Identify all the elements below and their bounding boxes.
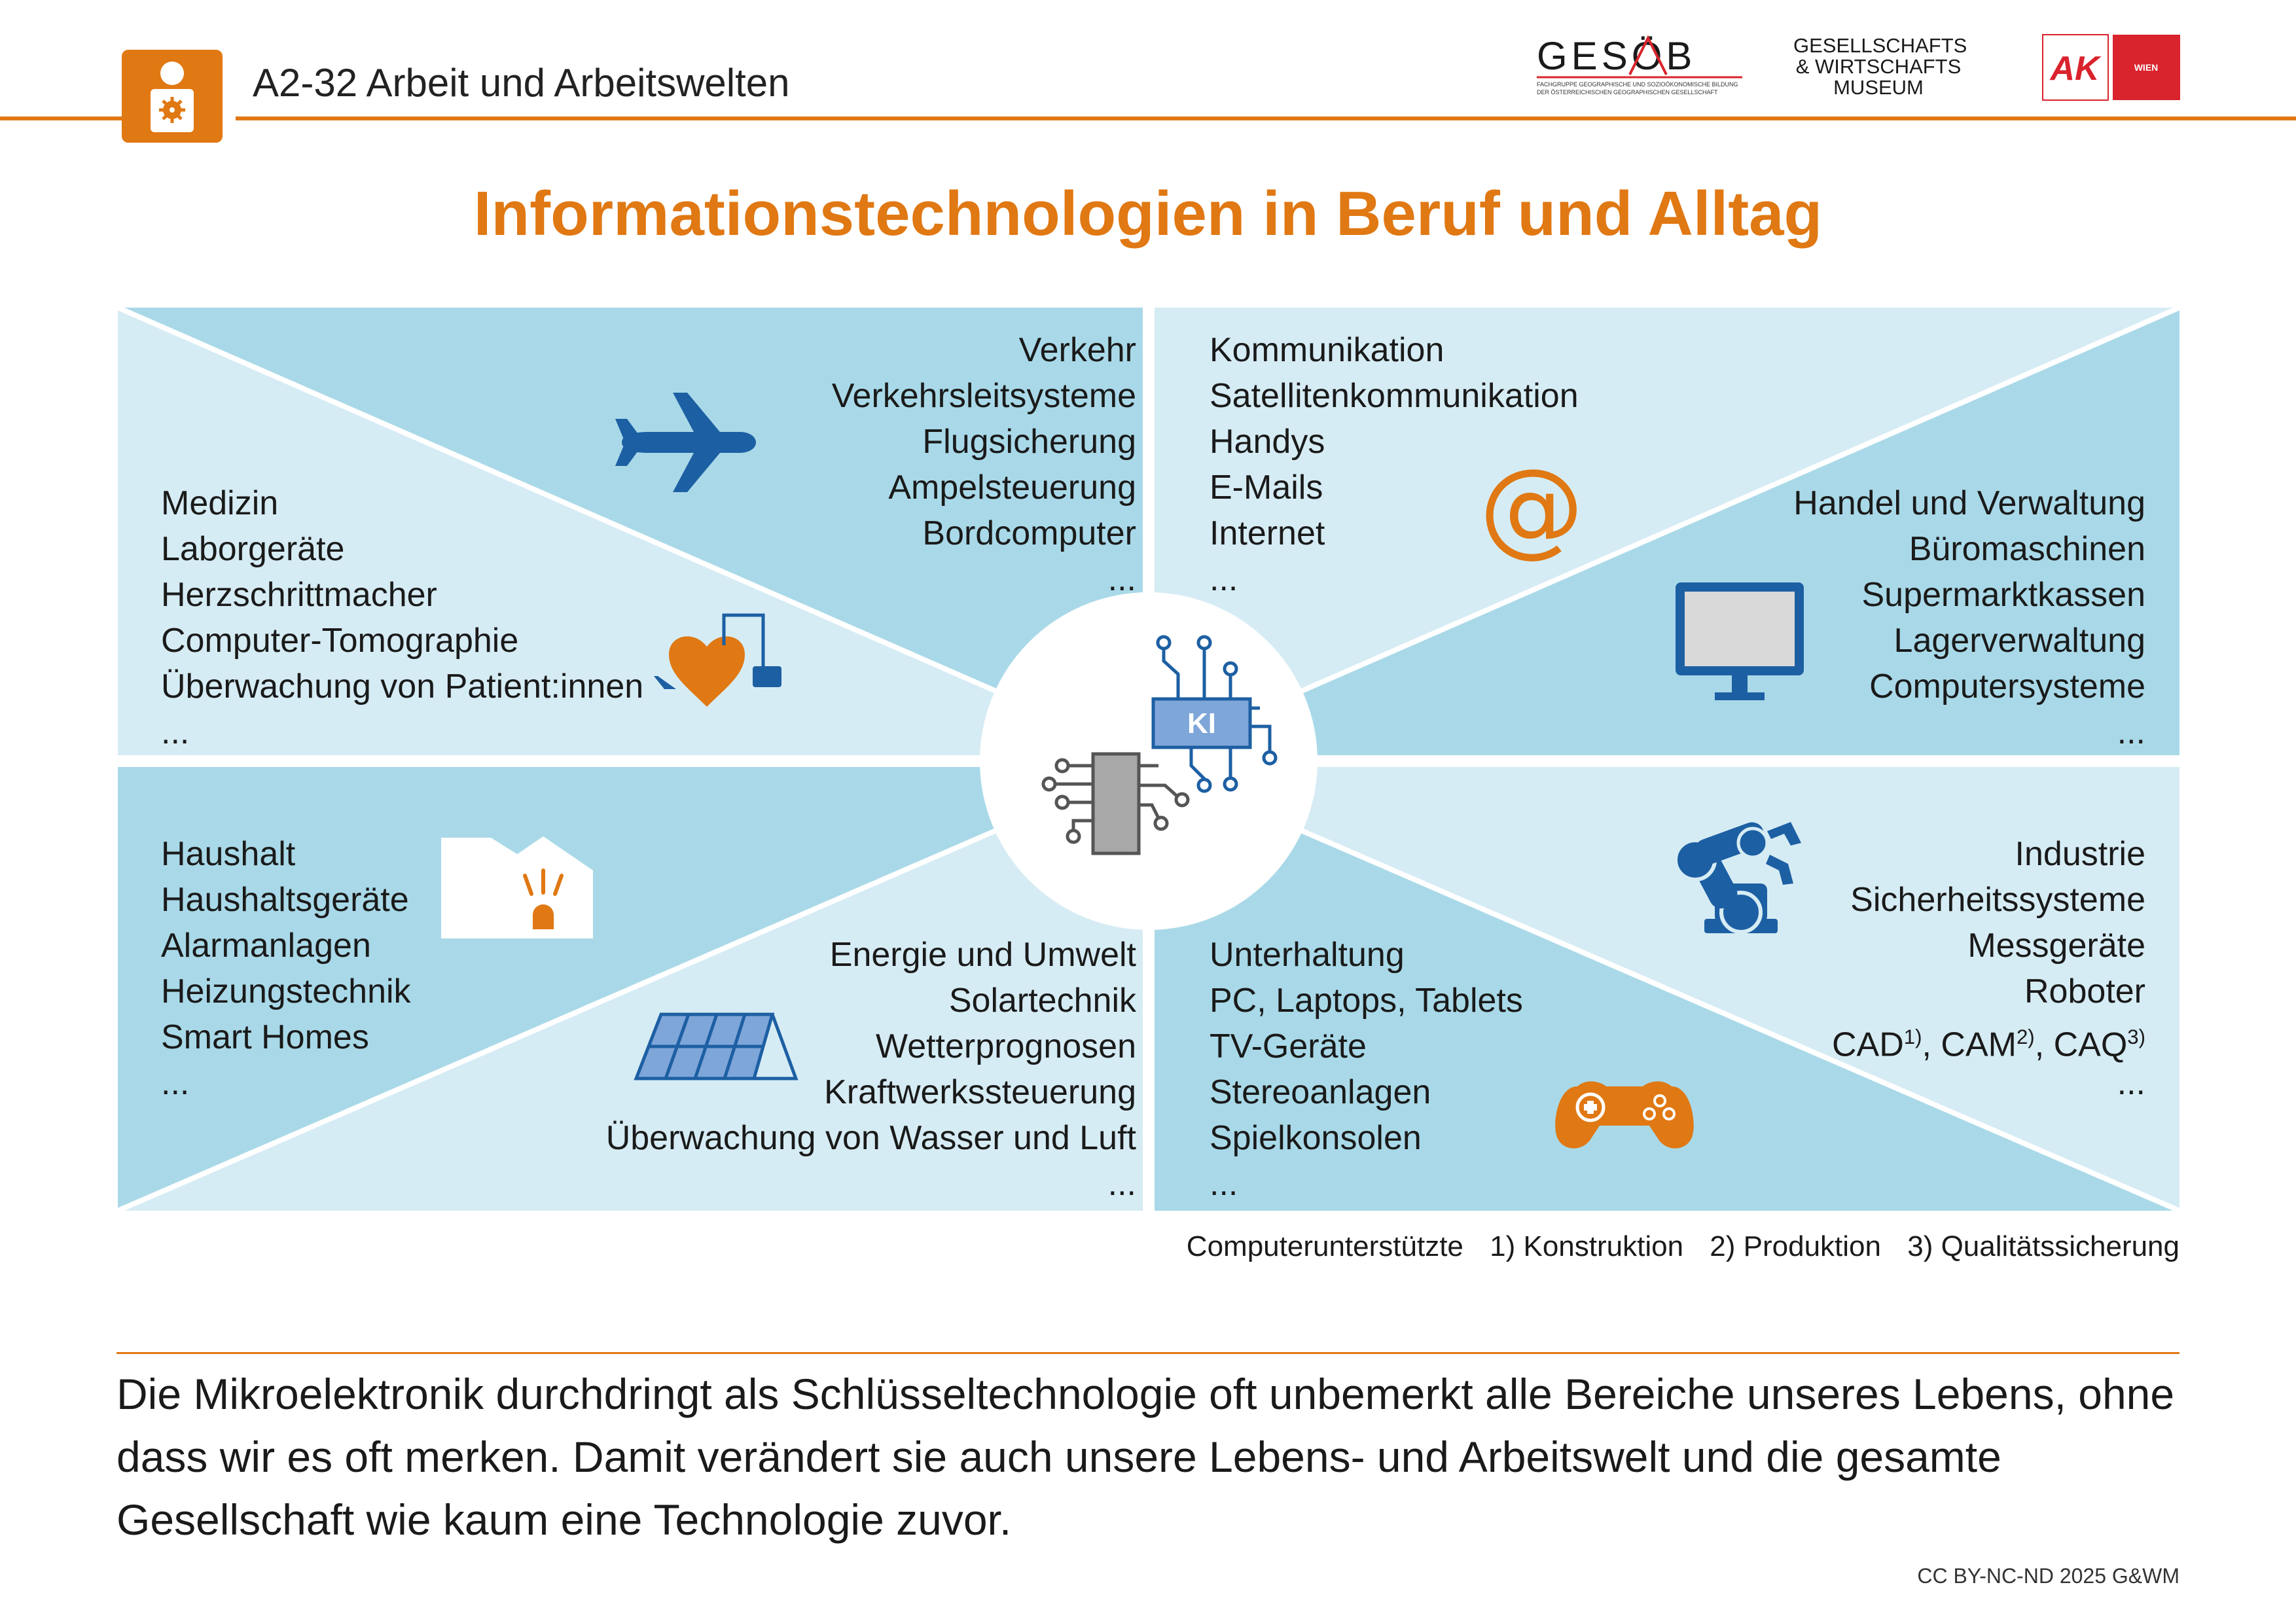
list-item: Heizungstechnik [161, 972, 411, 1010]
museum-logo-line3: MUSEUM [1833, 76, 1924, 99]
list-item: Handel und Verwaltung [1793, 484, 2145, 522]
list-item: Industrie [2015, 835, 2145, 873]
list-item: Herzschrittmacher [161, 576, 437, 614]
license-text: CC BY-NC-ND 2025 G&WM [1917, 1564, 2179, 1588]
museum-logo [1793, 34, 1967, 99]
list-item: Alarmanlagen [161, 927, 371, 965]
list-item: ... [2117, 713, 2145, 751]
worker-gear-icon [122, 50, 223, 143]
header-rule-left [0, 116, 122, 120]
bottom-rule [117, 1352, 2179, 1354]
gesoeb-logo [1532, 29, 1748, 101]
list-handel [1793, 480, 2145, 755]
list-item: Flugsicherung [922, 423, 1136, 461]
list-item: Solartechnik [948, 982, 1136, 1020]
list-item: PC, Laptops, Tablets [1210, 982, 1523, 1020]
list-item: Büromaschinen [1909, 530, 2145, 568]
list-item: Supermarktkassen [1861, 576, 2145, 614]
list-item: E-Mails [1210, 469, 1323, 507]
list-item: Spielkonsolen [1210, 1119, 1422, 1157]
list-haushalt [161, 831, 411, 1106]
list-item: Satellitenkommunikation [1210, 377, 1579, 415]
gesoeb-logo-sub2: DER ÖSTERREICHISCHEN GEOGRAPHISCHEN GESELLSCHAFT [1537, 89, 1718, 96]
list-item: ... [1107, 560, 1136, 598]
ak-logo-wien: WIEN [2134, 62, 2159, 73]
list-item: ... [161, 1064, 190, 1102]
list-item: ... [1210, 560, 1238, 598]
list-item: Haushaltsgeräte [161, 881, 409, 919]
list-medizin [161, 480, 643, 755]
footnote-item: 2) Produktion [1710, 1230, 1881, 1262]
gesoeb-logo-sub1: FACHGRUPPE GEOGRAPHISCHE UND SOZIOÖKONOMISCHE BILDUNG [1537, 81, 1738, 88]
footnote-item: Computerunterstützte [1186, 1230, 1463, 1262]
list-item: Bordcomputer [922, 514, 1136, 552]
museum-logo-line2: & WIRTSCHAFTS [1795, 55, 1962, 78]
list-item: Lagerverwaltung [1893, 622, 2145, 660]
list-item: Medizin [161, 484, 279, 522]
list-item: Roboter [2024, 972, 2145, 1010]
diagram [118, 308, 2179, 1211]
list-item: Internet [1210, 514, 1325, 552]
at-sign-icon: @ [1479, 446, 1584, 568]
ak-wien-logo [2042, 34, 2181, 101]
list-industrie [1832, 831, 2145, 1106]
header-rule [236, 116, 2296, 120]
ki-label: KI [1187, 707, 1216, 740]
list-item: Überwachung von Patient:innen [161, 668, 644, 705]
page-title: A2-32 Arbeit und Arbeitswelten [253, 61, 790, 105]
list-item: Haushalt [161, 835, 296, 873]
footnote [1187, 1230, 2179, 1263]
gesoeb-logo-text: GESÖB [1537, 34, 1696, 78]
list-item: Sicherheitssysteme [1850, 881, 2145, 919]
footnote-item: 3) Qualitätssicherung [1907, 1230, 2179, 1262]
list-item: Stereoanlagen [1210, 1073, 1431, 1111]
list-item: TV-Geräte [1210, 1027, 1367, 1065]
footnote-item: 1) Konstruktion [1490, 1230, 1684, 1262]
list-item: ... [2117, 1064, 2145, 1102]
summary-text: Die Mikroelektronik durchdringt als Schlüsseltechnologie oft unbemerkt alle Bereiche unseres Lebens, ohne dass wir es oft merken. Damit verändert sie auch unsere Lebens- und Arbeitswelt und die gesamte Gesellschaft wie kaum eine Technologie zuvor. [117, 1370, 2175, 1544]
list-item: Verkehr [1018, 331, 1136, 369]
list-item: Ampelsteuerung [888, 469, 1136, 507]
list-item: Wetterprognosen [876, 1027, 1136, 1065]
list-item: Computersysteme [1869, 668, 2145, 705]
list-item: Kommunikation [1210, 331, 1444, 369]
list-item: Energie und Umwelt [829, 936, 1136, 974]
list-item: ... [161, 713, 190, 751]
list-unterhaltung [1210, 932, 1523, 1207]
list-item: Kraftwerkssteuerung [824, 1073, 1136, 1111]
main-title: Informationstechnologien in Beruf und Alltag [473, 179, 1823, 249]
list-item: Handys [1210, 423, 1325, 461]
list-item-cad: CAD$^{1)}$, CAM$^{2)}$, CAQ$^{3)}$ [1831, 1026, 2145, 1064]
list-item: Überwachung von Wasser und Luft [605, 1119, 1136, 1157]
list-item: Messgeräte [1967, 927, 2145, 965]
list-item: ... [1107, 1165, 1136, 1203]
list-energie [606, 932, 1136, 1207]
list-item: Unterhaltung [1210, 936, 1405, 974]
list-item: Laborgeräte [161, 530, 345, 568]
list-item: ... [1210, 1165, 1238, 1203]
museum-logo-line1: GESELLSCHAFTS [1793, 34, 1967, 57]
list-item: Computer-Tomographie [161, 622, 519, 660]
list-item: Smart Homes [161, 1018, 369, 1056]
list-item: Verkehrsleitsysteme [831, 377, 1136, 415]
list-verkehr [832, 327, 1136, 602]
list-kommunikation [1210, 327, 1579, 602]
ak-logo-text: AK [2050, 50, 2100, 88]
